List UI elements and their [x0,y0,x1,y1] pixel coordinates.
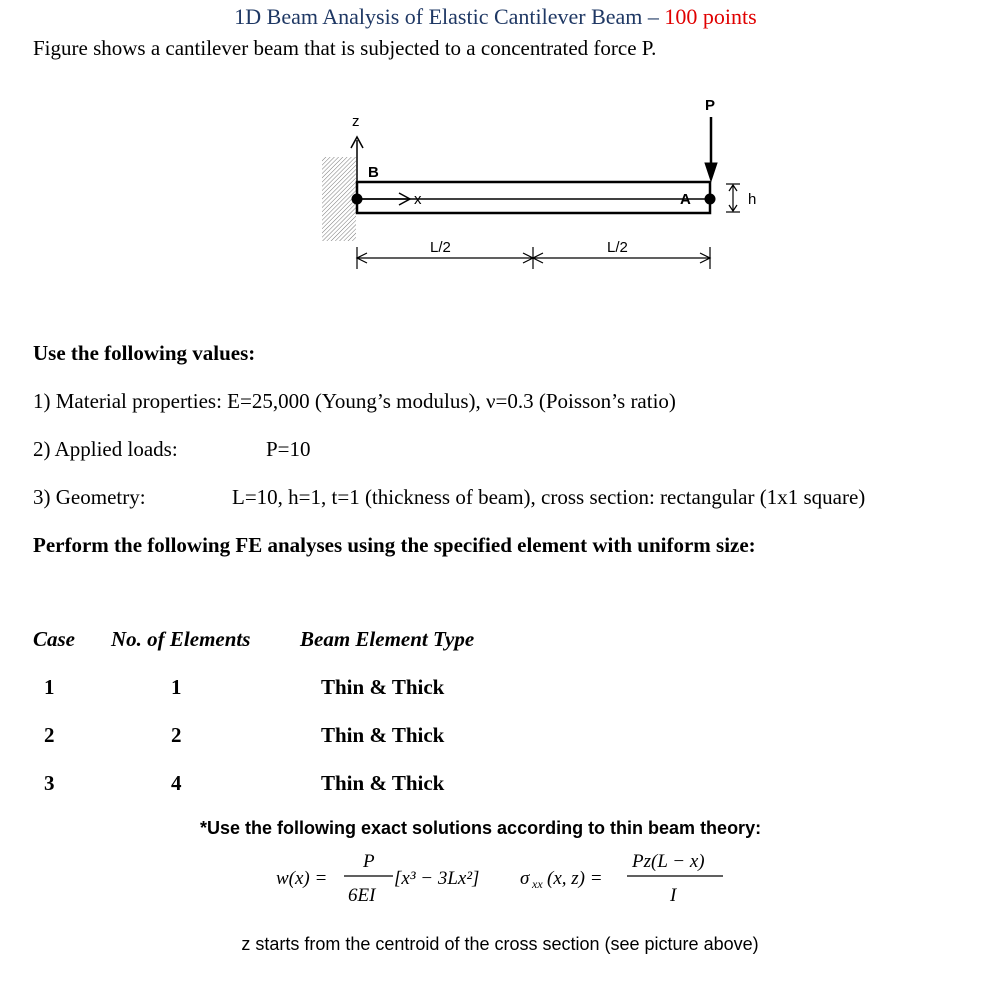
formula-svg [270,846,740,912]
geometry-value: L=10, h=1, t=1 (thickness of beam), cross section: rectangular (1x1 square) [232,485,866,509]
table-header-type: Beam Element Type [300,627,475,651]
values-heading: Use the following values: [33,341,256,365]
table-cell-case: 2 [44,723,55,747]
page-title [0,4,991,30]
w-formula-den: 6EI [348,885,376,906]
sigma-formula-den: I [670,885,677,906]
table-header-case: Case [33,627,75,651]
table-cell-type: Thin & Thick [321,771,445,795]
table-cell-case: 1 [44,675,55,699]
table-cell-num: 2 [171,723,182,747]
footnote: z starts from the centroid of the cross section (see picture above) [241,934,759,954]
thin-beam-note: *Use the following exact solutions according to thin beam theory: [200,818,762,838]
sigma-formula-num: Pz(L − x) [632,851,705,872]
applied-loads-label: 2) Applied loads: [33,437,178,461]
intro-text: Figure shows a cantilever beam that is subjected to a concentrated force P. [33,36,657,60]
beam-body [357,182,710,213]
table-cell-num: 4 [171,771,182,795]
dim-label-left: L/2 [430,239,451,256]
label-x: x [414,191,422,208]
applied-loads-value: P=10 [266,437,311,461]
w-formula-num: P [363,851,375,872]
wall-support [322,157,356,241]
w-formula-lhs: w(x) = [276,868,328,889]
label-z: z [352,113,360,130]
table-cell-num: 1 [171,675,182,699]
sigma-symbol: σ [520,868,530,889]
title-dash: – [647,4,659,29]
table-cell-case: 3 [44,771,55,795]
beam-diagram-svg [300,85,780,285]
label-a: A [680,191,691,208]
label-b: B [368,164,379,181]
beam-diagram [300,85,780,290]
material-properties: 1) Material properties: E=25,000 (Young’s modulus), ν=0.3 (Poisson’s ratio) [33,389,676,413]
sigma-subscript: xx [532,877,543,891]
label-h: h [748,191,757,208]
sigma-formula-args: (x, z) = [547,868,603,889]
label-p: P [705,97,716,114]
perform-heading: Perform the following FE analyses using the specified element with uniform size: [33,533,756,557]
exact-solution-formulas [270,846,740,917]
table-header-num: No. of Elements [111,627,251,651]
title-points: 100 points [664,4,757,29]
table-cell-type: Thin & Thick [321,723,445,747]
title-main: 1D Beam Analysis of Elastic Cantilever Beam [234,4,643,29]
point-a-dot [705,194,716,205]
table-cell-type: Thin & Thick [321,675,445,699]
w-formula-bracket: [x³ − 3Lx²] [394,868,480,889]
geometry-label: 3) Geometry: [33,485,146,509]
dim-label-right: L/2 [607,239,628,256]
